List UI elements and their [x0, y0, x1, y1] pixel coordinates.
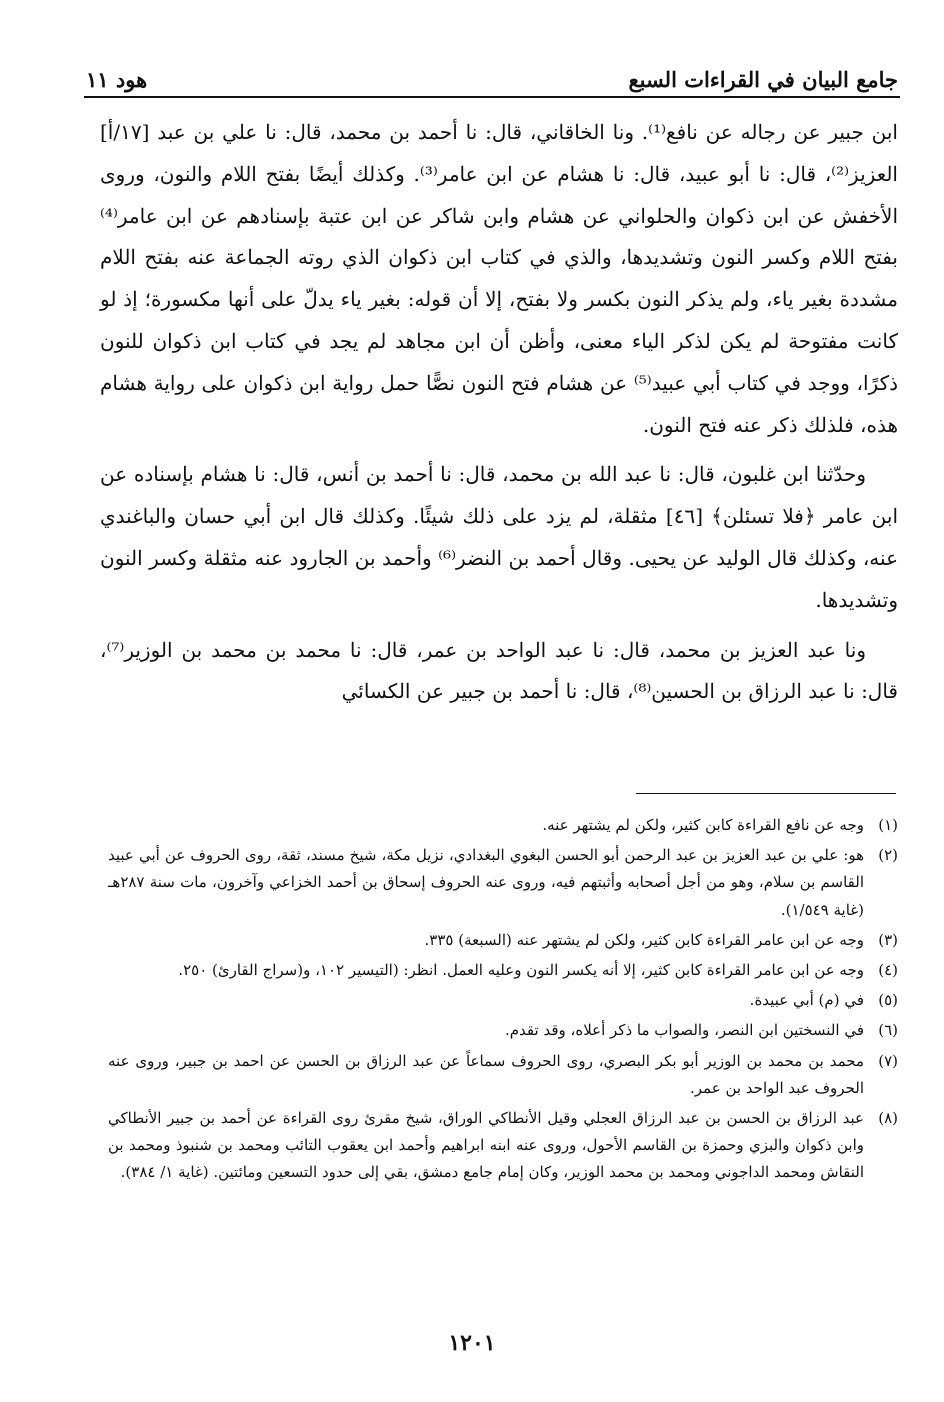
- running-header: [86, 58, 898, 92]
- footnote-number: (٨): [878, 1109, 898, 1128]
- footnote-divider: [636, 793, 896, 794]
- footnote: [108, 842, 898, 924]
- footnote: [108, 1017, 898, 1044]
- footnote-text: وجه عن نافع القراءة كابن كثير، ولكن لم يشتهر عنه.: [542, 816, 864, 834]
- footnote: [108, 927, 898, 954]
- footnote: [108, 957, 898, 984]
- footnote: [108, 987, 898, 1014]
- main-text: [100, 112, 898, 721]
- footnote-number: (٥): [878, 991, 898, 1010]
- footnote: [108, 1048, 898, 1102]
- footnote-text: وجه عن ابن عامر القراءة كابن كثير، ولكن لم يشتهر عنه (السبعة) ٣٣٥.: [424, 930, 864, 949]
- footnote-number: (٧): [878, 1051, 898, 1070]
- footnote: [108, 812, 898, 839]
- footnote-number: (١): [878, 816, 898, 834]
- chapter-label: هود ١١: [86, 67, 148, 92]
- page-number: ١٢٠١: [448, 1330, 496, 1356]
- paragraph: ونا عبد العزيز بن محمد، قال: نا عبد الواحد بن عمر، قال: نا محمد بن محمد بن الوزير⁽⁷⁾، قال: نا عبد الرزاق بن الحسين⁽⁸⁾، قال: نا أحمد بن جبير عن الكسائي: [100, 637, 898, 704]
- footnote-text: في النسختين ابن النصر، والصواب ما ذكر أعلاه، وقد تقدم.: [504, 1021, 864, 1040]
- footnote-number: (٤): [878, 961, 898, 980]
- footnote-text: هو: علي بن عبد العزيز بن عبد الرحمن أبو الحسن البغوي البغدادي، نزيل مكة، شيخ مسند، ثقة، روى الحروف عن أبي عبيد القاسم بن سلام، وهو من أجل أصحابه وأثبتهم فيه، وروى عنه الحروف إسحاق بن أحمد الخزاعي وآخرون، مات سنة ٢٨٧هـ (غاية ١/٥٤٩).: [108, 846, 864, 919]
- header-divider: [84, 96, 900, 98]
- footnote-text: في (م) أبي عبيدة.: [749, 991, 864, 1010]
- book-title: جامع البيان في القراءات السبع: [628, 67, 898, 92]
- footnote-text: عبد الرزاق بن الحسن بن عبد الرزاق العجلي وقيل الأنطاكي الوراق، شيخ مقرئ روى القراءة عن أحمد بن جبير الأنطاكي وابن ذكوان والبزي وحمزة بن القاسم الأحول، وروى عنه ابنه ابراهيم وأحمد ابن يعقوب التائب ومحمد بن شنبوذ ومحمد بن النقاش ومحمد الداجوني ومحمد بن محمد الوزير، وكان إمام جامع دمشق، بقي إلى حدود التسعين ومائتين. (غاية ١/ ٣٨٤).: [108, 1109, 864, 1182]
- footnote-text: محمد بن محمد بن الوزير أبو بكر البصري، روى الحروف سماعاً عن عبد الرزاق بن الحسن عن احمد بن جبير، وروى عنه الحروف عبد الواحد بن عمر.: [108, 1051, 864, 1097]
- footnote-number: (٢): [878, 846, 898, 865]
- footnote-text: وجه عن ابن عامر القراءة كابن كثير، إلا أنه يكسر النون وعليه العمل. انظر: (التيسير ١٠٢، و(سراج القارئ) ٢٥٠.: [178, 961, 864, 980]
- paragraph: ابن جبير عن رجاله عن نافع⁽¹⁾. ونا الخاقاني، قال: نا أحمد بن محمد، قال: نا علي بن عبد [١٧/أ] العزيز⁽²⁾، قال: نا أبو عبيد، قال: نا هشام عن ابن عامر⁽³⁾. وكذلك أيضًا بفتح اللام والنون، وروى الأخفش عن ابن ذكوان والحلواني عن هشام وابن شاكر عن ابن عتبة بإسنادهم عن ابن عامر⁽⁴⁾ بفتح اللام وكسر النون وتشديدها، والذي في كتاب ابن ذكوان الذي روته الجماعة عنه بفتح اللام مشددة بغير ياء، ولم يذكر النون بكسر ولا بفتح، إلا أن قوله: بغير ياء يدلّ على أنها مكسورة؛ إذ لو كانت مفتوحة لم يكن لذكر الياء معنى، وأظن أن ابن مجاهد لم يجد في كتاب ابن ذكوان للنون ذكرًا، ووجد في كتاب أبي عبيد⁽⁵⁾ عن هشام فتح النون نصًّا حمل رواية ابن ذكوان على رواية هشام هذه، فلذلك ذكر عنه فتح النون.: [100, 120, 898, 437]
- footnote: [108, 1105, 898, 1187]
- footnote-number: (٣): [878, 930, 898, 949]
- footnotes: [108, 812, 898, 1190]
- footnote-number: (٦): [878, 1021, 898, 1040]
- paragraph: وحدّثنا ابن غلبون، قال: نا عبد الله بن محمد، قال: نا أحمد بن أنس، قال: نا هشام بإسناده عن ابن عامر ﴿فلا تسئلن﴾ [٤٦] مثقلة، لم يزد على ذلك شيئًا. وكذلك قال ابن أبي حسان والباغندي عنه، وكذلك قال الوليد عن يحيى. وقال أحمد بن النضر⁽⁶⁾ وأحمد بن الجارود عنه مثقلة وكسر النون وتشديدها.: [100, 462, 898, 612]
